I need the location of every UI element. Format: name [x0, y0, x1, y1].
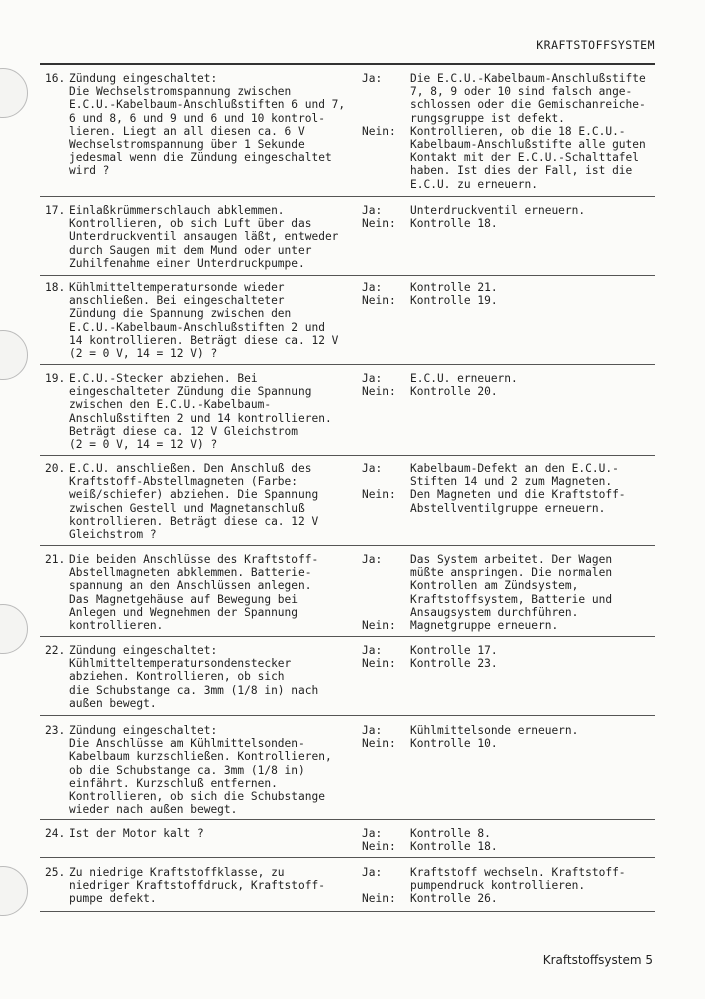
entry-number: 16. — [45, 72, 66, 85]
entry-question: Zündung eingeschaltet: Kühlmitteltemperatursondenstecker abziehen. Kontrollieren, ob sich die Schubstange ca. 3mm (1/8 in) nach außen bewegt. — [69, 644, 319, 710]
page-footer: Kraftstoffsystem 5 — [542, 953, 653, 967]
answer-labels: Ja: Nein: — [362, 866, 396, 906]
divider — [40, 364, 655, 365]
entry-question: Einlaßkrümmerschlauch abklemmen. Kontrollieren, ob sich Luft über das Unterdruckventil ansaugen läßt, entweder durch Saugen mit dem Mund oder unter Zuhilfenahme einer Unterdruckpumpe. — [69, 204, 339, 270]
entry-number: 24. — [45, 827, 66, 840]
divider — [40, 196, 655, 197]
entry-question: Die beiden Anschlüsse des Kraftstoff- Abstellmagneten abklemmen. Batterie- spannung an den Anschlüssen anlegen. Das Magnetgehäuse auf Bewegung bei Anlegen und Wegnehmen der Spannung kontrollieren. — [69, 553, 319, 633]
binder-hole — [0, 866, 28, 916]
entry-question: E.C.U. anschließen. Den Anschluß des Kraftstoff-Abstellmagneten (Farbe: weiß/schiefer) abziehen. Die Spannung zwischen Gestell und Magnetanschluß kontrollieren. Beträgt diese ca. 12 V Gleichstrom ? — [69, 462, 319, 542]
entry-answer: Kabelbaum-Defekt an den E.C.U.- Stiften 14 und 2 zum Magneten. Den Magneten und die Kraftstoff- Abstellventilgruppe erneuern. — [410, 462, 626, 515]
divider — [40, 715, 655, 716]
binder-hole — [0, 330, 28, 380]
binder-hole — [0, 68, 28, 118]
answer-labels: Ja: Nein: — [362, 281, 396, 308]
top-rule — [40, 63, 655, 65]
answer-labels: Ja: Nein: — [362, 462, 396, 502]
answer-labels: Ja: Nein: — [362, 644, 396, 671]
entry-question: E.C.U.-Stecker abziehen. Bei eingeschalteter Zündung die Spannung zwischen den E.C.U.-Kabelbaum- Anschlußstiften 2 und 14 kontrollieren. Beträgt diese ca. 12 V Gleichstrom (2 = 0 V, 14 = 12 V) ? — [69, 372, 332, 452]
divider — [40, 636, 655, 637]
divider — [40, 819, 655, 820]
divider — [40, 455, 655, 456]
entry-answer: E.C.U. erneuern. Kontrolle 20. — [410, 372, 518, 399]
entry-number: 25. — [45, 866, 66, 879]
divider — [40, 545, 655, 546]
entry-answer: Das System arbeitet. Der Wagen müßte anspringen. Die normalen Kontrollen am Zündsystem, Kraftstoffsystem, Batterie und Ansaugsystem durchführen. Magnetgruppe erneuern. — [410, 553, 613, 633]
entry-answer: Unterdruckventil erneuern. Kontrolle 18. — [410, 204, 586, 231]
entry-question: Zündung eingeschaltet: Die Wechselstromspannung zwischen E.C.U.-Kabelbaum-Anschlußstiften 6 und 7, 6 und 8, 6 und 9 und 6 und 10 kontrol- lieren. Liegt an all diesen ca. 6 V Wechselstromspannung über 1 Sekunde jedesmal wenn die Zündung eingeschaltet wird ? — [69, 72, 346, 178]
entry-answer: Die E.C.U.-Kabelbaum-Anschlußstifte 7, 8, 9 oder 10 sind falsch ange- schlossen oder die Gemischanreiche- rungsgruppe ist defekt. Kontrollieren, ob die 18 E.C.U.- Kabelbaum-Anschlußstifte alle guten Kontakt mit der E.C.U.-Schalttafel haben. Ist dies der Fall, ist die E.C.U. zu erneuern. — [410, 72, 646, 191]
entry-number: 23. — [45, 724, 66, 737]
bottom-rule — [40, 911, 655, 912]
answer-labels: Ja: Nein: — [362, 372, 396, 399]
binder-hole — [0, 604, 28, 654]
entry-answer: Kontrolle 8. Kontrolle 18. — [410, 827, 498, 854]
divider — [40, 275, 655, 276]
page-header: KRAFTSTOFFSYSTEM — [536, 38, 655, 52]
entry-answer: Kraftstoff wechseln. Kraftstoff- pumpendruck kontrollieren. Kontrolle 26. — [410, 866, 626, 906]
answer-labels: Ja: Nein: — [362, 553, 396, 633]
entry-answer: Kontrolle 17. Kontrolle 23. — [410, 644, 498, 671]
entry-question: Zündung eingeschaltet: Die Anschlüsse am Kühlmittelsonden- Kabelbaum kurzschließen. Kontrollieren, ob die Schubstange ca. 3mm (1/8 in) einfährt. Kurzschluß entfernen. Kontrollieren, ob sich die Schubstange wieder nach außen bewegt. — [69, 724, 332, 817]
answer-labels: Ja: Nein: — [362, 204, 396, 231]
entry-answer: Kontrolle 21. Kontrolle 19. — [410, 281, 498, 308]
answer-labels: Ja: Nein: — [362, 827, 396, 854]
entry-number: 20. — [45, 462, 66, 475]
entry-answer: Kühlmittelsonde erneuern. Kontrolle 10. — [410, 724, 579, 751]
entry-question: Kühlmitteltemperatursonde wieder anschließen. Bei eingeschalteter Zündung die Spannung zwischen den E.C.U.-Kabelbaum-Anschlußstiften 2 und 14 kontrollieren. Beträgt diese ca. 12 V (2 = 0 V, 14 = 12 V) ? — [69, 281, 339, 361]
answer-labels: Ja: Nein: — [362, 724, 396, 751]
entry-number: 21. — [45, 553, 66, 566]
entry-number: 19. — [45, 372, 66, 385]
entry-question: Ist der Motor kalt ? — [69, 827, 204, 840]
entry-number: 18. — [45, 281, 66, 294]
divider — [40, 857, 655, 858]
answer-labels: Ja: Nein: — [362, 72, 396, 138]
entry-number: 22. — [45, 644, 66, 657]
entry-question: Zu niedrige Kraftstoffklasse, zu niedriger Kraftstoffdruck, Kraftstoff- pumpe defekt. — [69, 866, 325, 906]
entry-number: 17. — [45, 204, 66, 217]
